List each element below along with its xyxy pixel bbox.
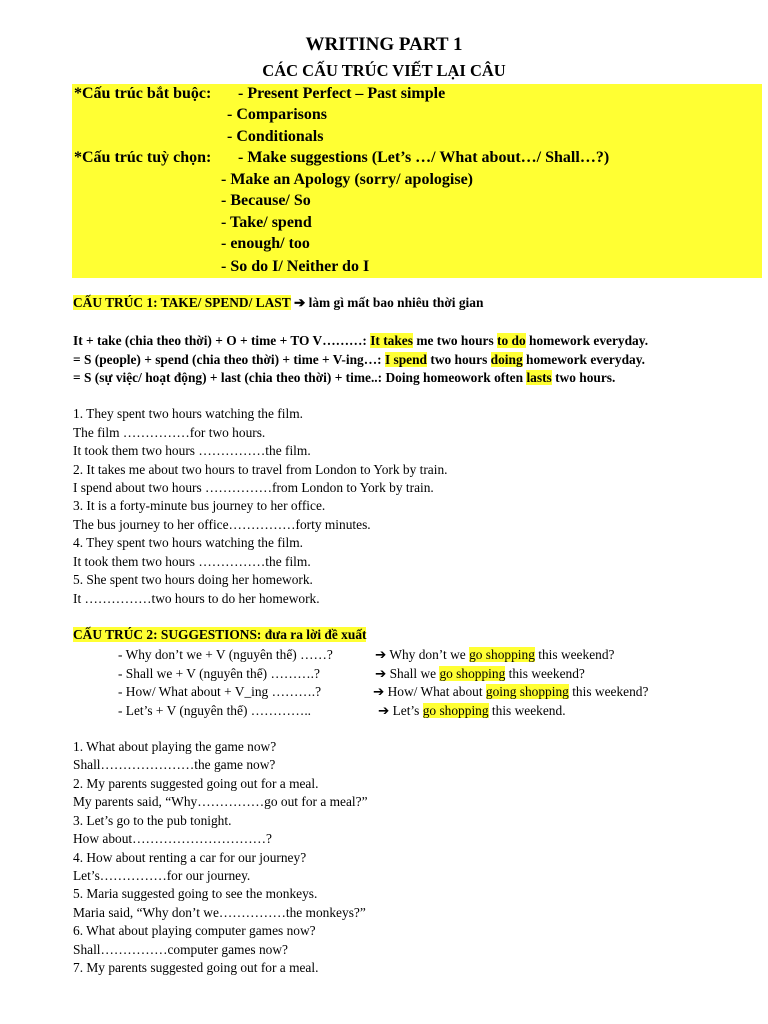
exercise-line: The bus journey to her office……………forty minutes. (73, 517, 371, 532)
exercise-line: Shall……………computer games now? (73, 942, 288, 957)
formula-last: = S (sự việc/ hoạt động) + last (chia theo thời) + time..: Doing homeowork often lasts two hours. (73, 370, 616, 385)
exercise-line: 2. My parents suggested going out for a meal. (73, 776, 319, 791)
arrow-right-icon: ➔ (375, 666, 387, 681)
exercise-line: 4. They spent two hours watching the film. (73, 535, 303, 550)
exercise-line: 5. Maria suggested going to see the monkeys. (73, 886, 318, 901)
suggestion-structure: - Shall we + V (nguyên thể) ……….? (118, 666, 320, 681)
optional-item: - Make an Apology (sorry/ apologise) (221, 171, 473, 188)
exercise-line: Shall…………………the game now? (73, 757, 276, 772)
arrow-right-icon: ➔ (375, 647, 387, 662)
exercise-line: 3. It is a forty-minute bus journey to her office. (73, 498, 326, 513)
optional-item: - Because/ So (221, 192, 311, 209)
exercise-line: It took them two hours ……………the film. (73, 443, 311, 458)
suggestion-structure: - Let’s + V (nguyên thể) ………….. (118, 703, 312, 718)
suggestion-example: ➔ Let’s go shopping this weekend. (378, 703, 566, 718)
mandatory-item: - Comparisons (227, 106, 328, 123)
exercise-line: Let’s……………for our journey. (73, 868, 251, 883)
exercise-line: It ……………two hours to do her homework. (73, 591, 320, 606)
suggestion-example: ➔ Shall we go shopping this weekend? (375, 666, 585, 681)
exercise-line: 6. What about playing computer games now? (73, 923, 316, 938)
formula-spend: = S (people) + spend (chia theo thời) + time + V-ing…: I spend two hours doing homework everyday. (73, 352, 646, 367)
mandatory-item: - Present Perfect – Past simple (238, 85, 446, 102)
exercise-line: The film ……………for two hours. (73, 425, 266, 440)
exercise-line: 5. She spent two hours doing her homework. (73, 572, 313, 587)
optional-item: - Make suggestions (Let’s …/ What about…/ Shall…?) (238, 149, 610, 166)
optional-item: - Take/ spend (221, 214, 312, 231)
suggestion-structure: - Why don’t we + V (nguyên thể) ……? (118, 647, 333, 662)
section-2-heading: CẤU TRÚC 2: SUGGESTIONS: đưa ra lời đề xuất (73, 627, 367, 642)
arrow-right-icon: ➔ (373, 684, 385, 699)
exercise-line: 2. It takes me about two hours to travel from London to York by train. (73, 462, 448, 477)
exercise-line: My parents said, “Why……………go out for a meal?” (73, 794, 368, 809)
exercise-line: 7. My parents suggested going out for a meal. (73, 960, 319, 975)
exercise-line: 1. What about playing the game now? (73, 739, 277, 754)
exercise-line: It took them two hours ……………the film. (73, 554, 311, 569)
optional-label: *Cấu trúc tuỳ chọn: (74, 149, 212, 166)
optional-item: - So do I/ Neither do I (221, 258, 370, 275)
section-1-heading: CẤU TRÚC 1: TAKE/ SPEND/ LAST ➔ làm gì mất bao nhiêu thời gian (73, 295, 484, 310)
exercise-line: 1. They spent two hours watching the film. (73, 406, 303, 421)
page-subtitle: CÁC CẤU TRÚC VIẾT LẠI CÂU (262, 61, 506, 80)
mandatory-label: *Cấu trúc bắt buộc: (74, 85, 212, 102)
exercise-line: 3. Let’s go to the pub tonight. (73, 813, 232, 828)
arrow-right-icon: ➔ (378, 703, 390, 718)
page-title: WRITING PART 1 (305, 34, 463, 55)
suggestion-example: ➔ How/ What about going shopping this weekend? (373, 684, 649, 699)
suggestion-structure: - How/ What about + V_ing ……….? (118, 684, 322, 699)
suggestion-example: ➔ Why don’t we go shopping this weekend? (375, 647, 615, 662)
mandatory-item: - Conditionals (227, 128, 324, 145)
optional-item: - enough/ too (221, 235, 310, 252)
exercise-line: How about…………………………? (73, 831, 272, 846)
exercise-line: I spend about two hours ……………from London to York by train. (73, 480, 434, 495)
exercise-line: Maria said, “Why don’t we……………the monkeys?” (73, 905, 366, 920)
exercise-line: 4. How about renting a car for our journey? (73, 850, 307, 865)
arrow-right-icon: ➔ (294, 295, 306, 310)
formula-take: It + take (chia theo thời) + O + time + TO V………: It takes me two hours to do homework everyday. (73, 333, 649, 348)
